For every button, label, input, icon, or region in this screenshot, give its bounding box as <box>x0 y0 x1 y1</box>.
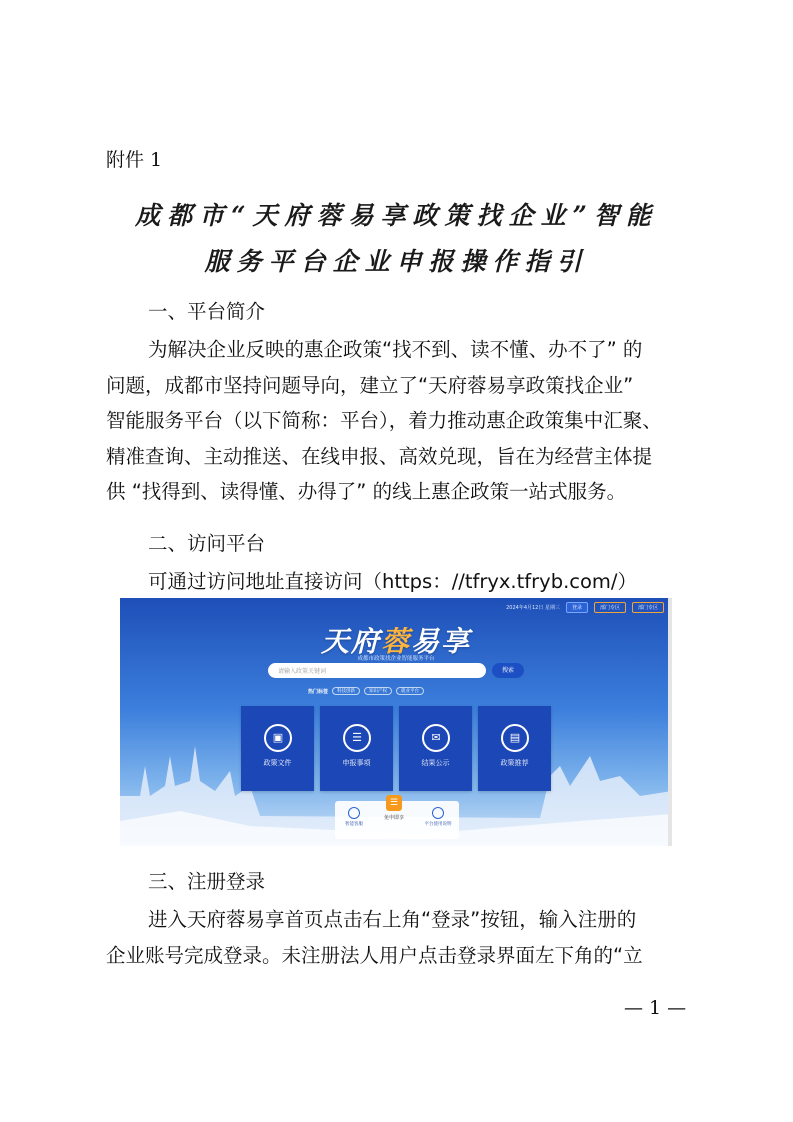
help-icon <box>432 807 444 819</box>
hot-tag[interactable]: 科技创新 <box>332 687 360 695</box>
section-3-paragraph <box>106 902 696 973</box>
tile-result-announcement[interactable] <box>399 706 472 791</box>
date-display: 2024年4月12日 星期三 <box>506 605 560 611</box>
paragraph-line: 企业账号完成登录。未注册法人用户点击登录界面左下角的“立 <box>106 943 643 967</box>
attachment-label: 附件 1 <box>106 149 163 171</box>
paragraph-line: 为解决企业反映的惠企政策“找不到、读不懂、办不了” 的 <box>148 338 643 361</box>
section-2-heading: 二、访问平台 <box>148 532 266 555</box>
paragraph-line: 进入天府蓉易享首页点击右上角“登录”按钮，输入注册的 <box>148 908 637 931</box>
smart-service-button[interactable]: 智能客服 <box>337 807 371 827</box>
exempt-application-button[interactable]: ☰ 免申即享 <box>377 795 411 821</box>
document-title-line-1: 成都市“天府蓉易享政策找企业”智能 <box>135 201 658 230</box>
page-number: — 1 — <box>624 997 687 1019</box>
paragraph-line: 智能服务平台（以下简称：平台），着力推动惠企政策集中汇聚、 <box>106 409 662 432</box>
list-icon: ☰ <box>343 724 371 752</box>
section-1-heading: 一、平台简介 <box>148 300 266 323</box>
section-1-paragraph <box>106 332 696 510</box>
tile-label: 政策文件 <box>263 759 292 767</box>
tile-application-items[interactable] <box>320 706 393 791</box>
search-button[interactable]: 搜索 <box>492 663 524 678</box>
hot-tags <box>308 687 424 695</box>
platform-screenshot <box>120 598 672 846</box>
headset-icon <box>348 807 360 819</box>
access-url-line: 可通过访问地址直接访问（https：//tfryx.tfryb.com/） <box>148 570 637 593</box>
policy-search-input[interactable] <box>268 663 486 678</box>
login-button[interactable]: 登录 <box>566 602 588 613</box>
usage-guide-button[interactable]: 平台使用说明 <box>421 807 455 827</box>
hot-tags-label: 热门标签 <box>308 688 329 695</box>
tile-label: 政策推荐 <box>500 759 529 767</box>
department-zone-button[interactable]: 部门专区 <box>594 602 626 613</box>
tile-label: 结果公示 <box>421 759 450 767</box>
hot-tag[interactable]: 就业平台 <box>396 687 424 695</box>
tile-policy-recommendation[interactable] <box>478 706 551 791</box>
announcement-icon: ✉ <box>422 724 450 752</box>
scrollbar[interactable] <box>668 598 672 846</box>
section-3-heading: 三、注册登录 <box>148 870 266 893</box>
tile-policy-documents[interactable] <box>241 706 314 791</box>
platform-logo: 天府蓉易享 <box>320 625 472 658</box>
gift-icon: ☰ <box>386 795 402 811</box>
tile-label: 申报事项 <box>342 759 371 767</box>
paragraph-line: 问题，成都市坚持问题导向，建立了“天府蓉易享政策找企业” <box>106 373 634 397</box>
paragraph-line: 精准查询、主动推送、在线申报、高效兑现，旨在为经营主体提 <box>106 444 653 468</box>
platform-subtitle: 成都市政策找企业智能服务平台 <box>357 656 435 662</box>
search-placeholder: 请输入政策关键词 <box>278 668 327 675</box>
document-title-line-2: 服务平台企业申报操作指引 <box>204 247 589 276</box>
hot-tag[interactable]: 知识产权 <box>364 687 392 695</box>
bottom-quick-bar <box>335 798 459 839</box>
recommendation-icon: ▤ <box>501 724 529 752</box>
department-zone-button-2[interactable]: 部门专区 <box>632 602 664 613</box>
paragraph-line: 供 “找得到、读得懂、办得了” 的线上惠企政策一站式服务。 <box>106 480 627 503</box>
document-icon: ▣ <box>264 724 292 752</box>
